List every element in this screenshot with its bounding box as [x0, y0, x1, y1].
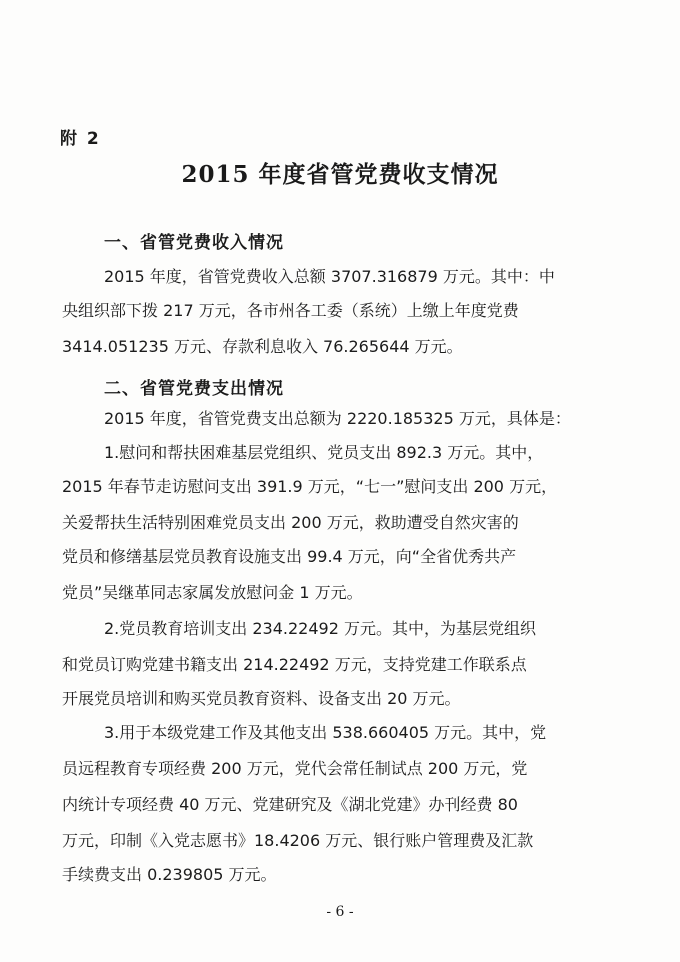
item1-line-3: 关爱帮扶生活特别困难党员支出 200 万元，救助遭受自然灾害的 — [62, 513, 519, 532]
item2-line-2: 和党员订购党建书籍支出 214.22492 万元，支持党建工作联系点 — [62, 655, 527, 674]
item2-line-1: 2.党员教育培训支出 234.22492 万元。其中，为基层党组织 — [104, 619, 536, 638]
section1-line-1: 2015 年度，省管党费收入总额 3707.316879 万元。其中：中 — [104, 267, 555, 286]
item2-line-3: 开展党员培训和购买党员教育资料、设备支出 20 万元。 — [62, 689, 461, 708]
item3-line-5: 手续费支出 0.239805 万元。 — [62, 865, 277, 884]
section2-intro: 2015 年度，省管党费支出总额为 2220.185325 万元，具体是： — [104, 409, 571, 428]
item3-line-4: 万元，印制《入党志愿书》18.4206 万元、银行账户管理费及汇款 — [62, 831, 534, 850]
item3-line-1: 3.用于本级党建工作及其他支出 538.660405 万元。其中，党 — [104, 723, 547, 742]
item3-line-2: 员远程教育专项经费 200 万元，党代会常任制试点 200 万元，党 — [62, 759, 528, 778]
item1-line-5: 党员”吴继革同志家属发放慰问金 1 万元。 — [62, 583, 363, 602]
item1-line-1: 1.慰问和帮扶困难基层党组织、党员支出 892.3 万元。其中， — [104, 443, 544, 462]
annex-label: 附 2 — [60, 129, 101, 149]
section2-heading: 二、省管党费支出情况 — [104, 379, 284, 399]
page-number: - 6 - — [326, 904, 354, 920]
item1-line-2: 2015 年春节走访慰问支出 391.9 万元，“七一”慰问支出 200 万元， — [62, 477, 558, 496]
section1-heading: 一、省管党费收入情况 — [104, 233, 284, 253]
section1-line-2: 央组织部下拨 217 万元，各市州各工委（系统）上缴上年度党费 — [62, 301, 519, 320]
page-title: 2015 年度省管党费收支情况 — [181, 161, 499, 188]
item1-line-4: 党员和修缮基层党员教育设施支出 99.4 万元，向“全省优秀共产 — [62, 547, 517, 566]
section1-line-3: 3414.051235 万元、存款利息收入 76.265644 万元。 — [62, 337, 463, 356]
item3-line-3: 内统计专项经费 40 万元、党建研究及《湖北党建》办刊经费 80 — [62, 795, 518, 814]
